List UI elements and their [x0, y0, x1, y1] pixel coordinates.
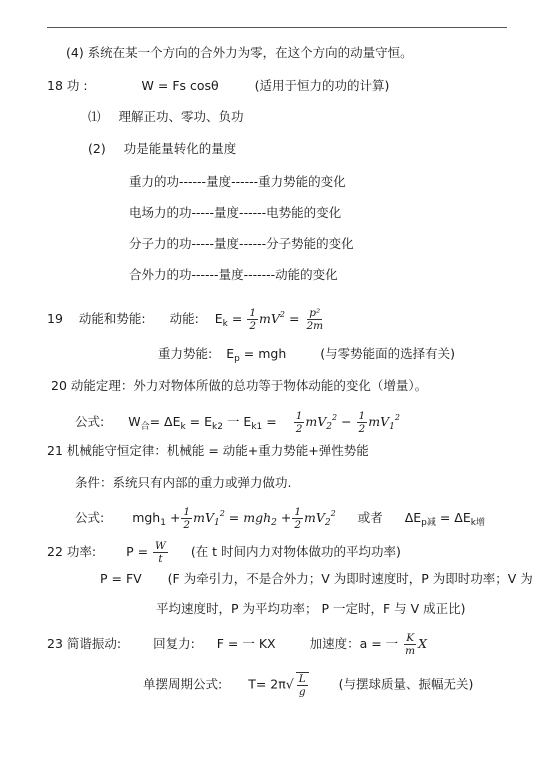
pfv-formula: P = FV — [100, 571, 142, 586]
kinetic-label: 动能: — [169, 311, 199, 326]
mgh1: mgh — [132, 510, 161, 525]
item-number: 19 — [47, 311, 63, 326]
sub: 1 — [214, 518, 220, 528]
sup: 2 — [332, 413, 338, 422]
delta-ep: ΔE — [404, 510, 422, 525]
half-fraction — [357, 410, 368, 435]
mv-term: mV — [193, 510, 214, 525]
frac-den: g — [298, 686, 306, 698]
power-symbol: P = — [126, 544, 149, 559]
line-23-pendulum — [143, 672, 473, 698]
sub: 2 — [326, 422, 333, 432]
sqrt-icon: √ — [285, 676, 294, 692]
frac-num: p² — [309, 307, 321, 319]
sub: k2 — [212, 422, 223, 432]
frac-num: K — [406, 632, 415, 644]
item-number: 18 功 : — [47, 78, 88, 93]
mv-term: mV — [304, 510, 325, 525]
sup: 2 — [330, 509, 336, 518]
restoring-force: F = 一 KX — [216, 636, 276, 651]
line-21-condition: 条件：系统只有内部的重力或弹力做功. — [75, 475, 292, 490]
pe-formula: = mgh — [239, 346, 287, 361]
item-label: 单摆周期公式: — [143, 676, 223, 692]
item-label: 公式: — [75, 510, 105, 525]
item-label: 重力势能: — [158, 346, 213, 361]
delta-ek: = ΔE — [149, 414, 181, 429]
item-text: 功是能量转化的量度 — [123, 141, 237, 156]
line-20-theorem: 20 动能定理：外力对物体所做的总功等于物体动能的变化（增量）。 — [51, 378, 428, 393]
formula-note: (适用于恒力的功的计算) — [254, 78, 390, 93]
frac-den: t — [158, 553, 163, 565]
line-4-momentum: (4) 系统在某一个方向的合外力为零，在这个方向的动量守恒。 — [66, 45, 413, 60]
gravity-work-line: 重力的功------量度------重力势能的变化 — [129, 174, 346, 189]
frac-num: 1 — [295, 410, 303, 422]
formula-note: (与摆球质量、振幅无关) — [338, 676, 474, 692]
momentum-fraction — [304, 307, 325, 332]
frac-den: m — [405, 645, 416, 657]
l-over-g — [297, 673, 308, 698]
item-number: 22 功率: — [47, 544, 97, 559]
sup: 2 — [219, 509, 225, 518]
work-formula: W = Fs cosθ — [141, 78, 219, 93]
equals: = — [227, 311, 243, 326]
sub: k — [180, 422, 186, 432]
ek2: = E — [185, 414, 213, 429]
sub: p减 — [421, 518, 436, 528]
line-21-formula — [75, 506, 485, 531]
frac-den: 2 — [294, 519, 302, 531]
frac-den: 2 — [249, 320, 256, 332]
line-18-work — [47, 78, 389, 94]
sub: 1 — [389, 422, 395, 432]
line-23-shm — [47, 632, 427, 657]
item-label: 动能和势能: — [78, 311, 146, 326]
frac-den: 2 — [358, 423, 366, 435]
line-21-conservation: 21 机械能守恒定律：机械能 = 动能+重力势能+弹性势能 — [47, 443, 369, 458]
frac-num: 1 — [249, 307, 256, 319]
k-over-m — [403, 632, 417, 657]
sub: 2 — [324, 518, 331, 528]
period-formula: T= 2π — [248, 676, 286, 692]
frac-num: L — [298, 673, 306, 685]
line-19-energy — [47, 307, 326, 332]
ep-subscript: p — [234, 354, 240, 364]
item-number: (2) — [88, 141, 106, 156]
formula-note: (与零势能面的选择有关) — [320, 346, 456, 361]
plus: + — [276, 510, 292, 525]
item-number: ⑴ — [88, 109, 101, 124]
mv-term: mV — [305, 414, 327, 429]
item-text: 理解正功、零功、负功 — [118, 109, 244, 124]
ek-subscript: k — [222, 319, 228, 329]
item-label: 回复力: — [153, 636, 195, 651]
item-number: 23 简谐振动: — [47, 636, 122, 651]
power-fraction — [153, 540, 168, 565]
formula-note: (在 t 时间内力对物体做功的平均功率) — [190, 544, 401, 559]
frac-den: 2m — [306, 320, 324, 332]
minus: − — [337, 414, 356, 429]
half-fraction — [181, 506, 192, 531]
net-work-line: 合外力的功------量度-------动能的变化 — [129, 267, 338, 282]
half-fraction — [294, 410, 305, 435]
top-rule — [47, 27, 507, 28]
electric-work-line: 电场力的功-----量度------电势能的变化 — [129, 205, 342, 220]
item-label: 公式: — [75, 414, 105, 429]
frac-num: 1 — [358, 410, 366, 422]
square-exp: 2 — [279, 310, 285, 319]
frac-num: 1 — [183, 506, 191, 518]
formula-note: (F 为牵引力，不是合外力；V 为即时速度时，P 为即时功率；V 为 — [167, 571, 533, 586]
molecular-work-line: 分子力的功-----量度------分子势能的变化 — [129, 236, 354, 251]
line-22-pfv — [100, 571, 533, 587]
line-18-1 — [88, 109, 244, 125]
half-fraction — [247, 307, 258, 332]
plus: + — [165, 510, 181, 525]
sub: k1 — [251, 422, 263, 432]
sub: k增 — [470, 518, 485, 528]
acceleration: 加速度：a = 一 — [309, 636, 399, 651]
or-text: 或者 — [357, 510, 383, 525]
frac-num: W — [155, 540, 166, 552]
w-subscript: 合 — [140, 422, 150, 432]
potential-energy-line — [158, 346, 455, 367]
mv-term: mV — [259, 311, 280, 326]
sup: 2 — [394, 413, 400, 422]
line-20-formula — [75, 410, 400, 435]
mv-term: mV — [368, 414, 390, 429]
x-term: X — [418, 636, 428, 651]
frac-den: 2 — [183, 519, 191, 531]
line-18-2 — [88, 141, 236, 157]
equals: = — [288, 311, 300, 326]
sub: 1 — [160, 518, 166, 528]
w-symbol: W — [128, 414, 141, 429]
line-22-power — [47, 540, 401, 565]
equals: = — [262, 414, 277, 429]
half-fraction — [292, 506, 303, 531]
delta-ek: = ΔE — [435, 510, 471, 525]
ep-symbol: E — [226, 346, 235, 361]
frac-den: 2 — [295, 423, 303, 435]
frac-num: 1 — [294, 506, 302, 518]
ek1: 一 E — [222, 414, 252, 429]
line-22-cont: 平均速度时，P 为平均功率； P 一定时，F 与 V 成正比) — [156, 601, 466, 616]
sub: 2 — [271, 518, 277, 528]
sqrt-bar — [296, 672, 309, 698]
mgh2: = mgh — [224, 510, 272, 525]
ek-symbol: E — [214, 311, 223, 326]
